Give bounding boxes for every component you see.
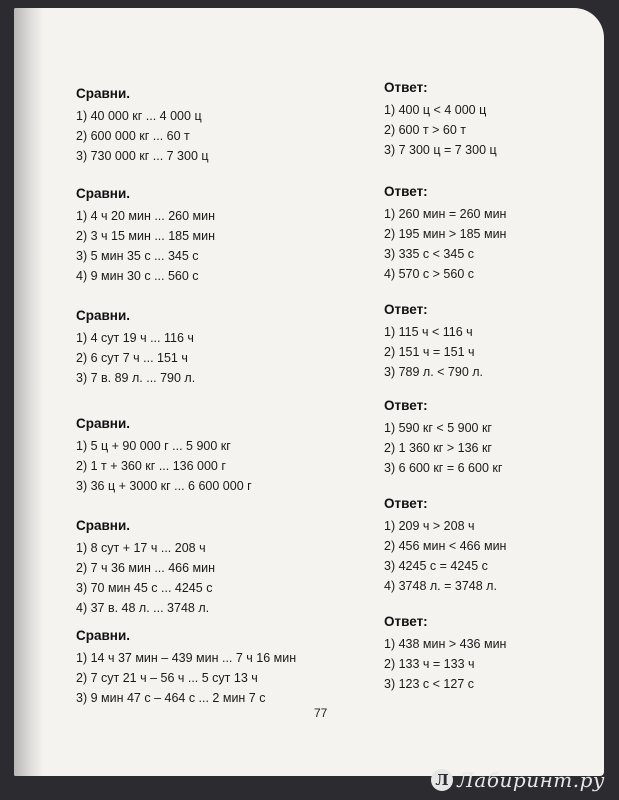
exercise-title: Сравни. — [76, 416, 131, 431]
answer-line: 3) 789 л. < 790 л. — [384, 365, 484, 379]
exercise-line: 2) 1 т + 360 кг ... 136 000 г — [76, 459, 226, 473]
answer-block — [384, 184, 506, 284]
exercise-line: 1) 5 ц + 90 000 г ... 5 900 кг — [76, 439, 231, 453]
page-number: 77 — [314, 706, 328, 720]
answer-line: 2) 1 360 кг > 136 кг — [384, 441, 492, 455]
answer-title: Ответ: — [384, 614, 428, 629]
answer-line: 1) 260 мин = 260 мин — [384, 207, 507, 221]
exercise-line: 3) 36 ц + 3000 кг ... 6 600 000 г — [76, 479, 252, 493]
answer-block — [384, 80, 497, 160]
exercise-block — [76, 518, 215, 618]
exercise-title: Сравни. — [76, 186, 131, 201]
answer-title: Ответ: — [384, 80, 428, 95]
answer-line: 2) 151 ч = 151 ч — [384, 345, 475, 359]
answer-line: 3) 4245 с = 4245 с — [384, 559, 488, 573]
exercise-line: 1) 40 000 кг ... 4 000 ц — [76, 109, 202, 123]
answer-block — [384, 496, 506, 596]
watermark-text: Лабиринт.ру — [457, 768, 605, 792]
answer-line: 3) 6 600 кг = 6 600 кг — [384, 461, 503, 475]
exercise-line: 3) 7 в. 89 л. ... 790 л. — [76, 371, 196, 385]
answer-line: 2) 600 т > 60 т — [384, 123, 466, 137]
answer-line: 3) 335 с < 345 с — [384, 247, 474, 261]
exercise-line: 1) 8 сут + 17 ч ... 208 ч — [76, 541, 206, 555]
answer-block — [384, 302, 483, 382]
answer-block — [384, 398, 502, 478]
exercise-line: 1) 4 сут 19 ч ... 116 ч — [76, 331, 194, 345]
page-spine-shadow — [14, 8, 42, 776]
exercise-line: 1) 14 ч 37 мин – 439 мин ... 7 ч 16 мин — [76, 651, 297, 665]
answer-line: 3) 123 с < 127 с — [384, 677, 474, 691]
book-page — [14, 8, 604, 776]
exercise-line: 2) 7 сут 21 ч – 56 ч ... 5 сут 13 ч — [76, 671, 258, 685]
answer-title: Ответ: — [384, 302, 428, 317]
answer-title: Ответ: — [384, 184, 428, 199]
answer-line: 2) 195 мин > 185 мин — [384, 227, 507, 241]
answer-line: 2) 133 ч = 133 ч — [384, 657, 475, 671]
exercise-block — [76, 308, 195, 388]
answer-line: 1) 438 мин > 436 мин — [384, 637, 507, 651]
answer-line: 1) 400 ц < 4 000 ц — [384, 103, 487, 117]
exercise-line: 1) 4 ч 20 мин ... 260 мин — [76, 209, 216, 223]
exercise-block — [76, 416, 252, 496]
exercise-block — [76, 186, 215, 286]
answer-block — [384, 614, 506, 694]
exercise-block — [76, 628, 296, 708]
exercise-title: Сравни. — [76, 308, 131, 323]
exercise-line: 3) 5 мин 35 с ... 345 с — [76, 249, 199, 263]
exercise-block — [76, 86, 209, 166]
answer-line: 1) 115 ч < 116 ч — [384, 325, 473, 339]
answer-title: Ответ: — [384, 496, 428, 511]
answer-line: 2) 456 мин < 466 мин — [384, 539, 507, 553]
answer-title: Ответ: — [384, 398, 428, 413]
exercise-line: 3) 730 000 кг ... 7 300 ц — [76, 149, 209, 163]
answer-line: 1) 590 кг < 5 900 кг — [384, 421, 492, 435]
exercise-line: 2) 600 000 кг ... 60 т — [76, 129, 190, 143]
exercise-line: 4) 37 в. 48 л. ... 3748 л. — [76, 601, 210, 615]
answer-line: 4) 570 с > 560 с — [384, 267, 474, 281]
exercise-line: 3) 9 мин 47 с – 464 с ... 2 мин 7 с — [76, 691, 266, 705]
labirint-logo-icon: Л — [431, 769, 453, 791]
answer-line: 4) 3748 л. = 3748 л. — [384, 579, 497, 593]
exercise-line: 3) 70 мин 45 с ... 4245 с — [76, 581, 213, 595]
exercise-title: Сравни. — [76, 86, 131, 101]
exercise-line: 2) 6 сут 7 ч ... 151 ч — [76, 351, 188, 365]
exercise-line: 4) 9 мин 30 с ... 560 с — [76, 269, 199, 283]
answer-line: 3) 7 300 ц = 7 300 ц — [384, 143, 497, 157]
exercise-title: Сравни. — [76, 628, 131, 643]
exercise-title: Сравни. — [76, 518, 131, 533]
answer-line: 1) 209 ч > 208 ч — [384, 519, 475, 533]
exercise-line: 2) 3 ч 15 мин ... 185 мин — [76, 229, 216, 243]
watermark — [431, 768, 605, 792]
exercise-line: 2) 7 ч 36 мин ... 466 мин — [76, 561, 216, 575]
